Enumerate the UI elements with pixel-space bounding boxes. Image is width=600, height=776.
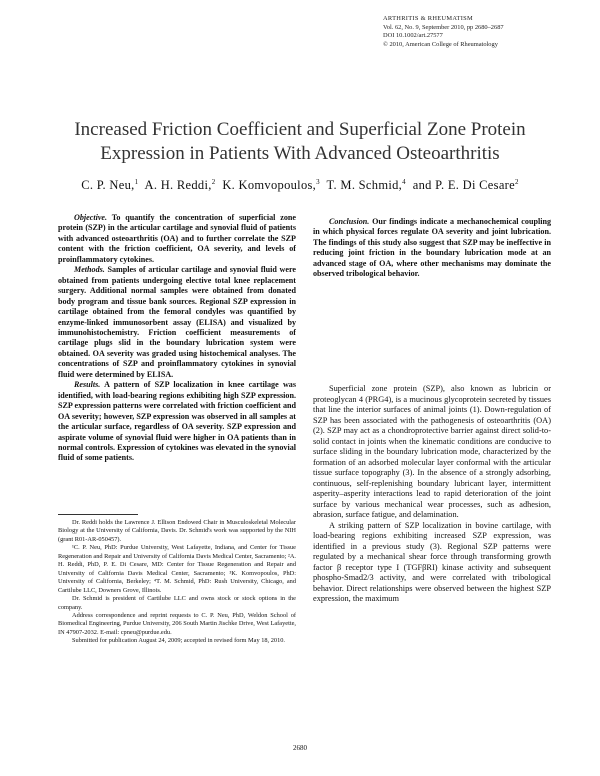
author: A. H. Reddi,$^2$ [144, 178, 216, 193]
title-line-1: Increased Friction Coefficient and Superficial Zone Protein [74, 119, 526, 140]
journal-doi: DOI 10.1002/art.27577 [383, 32, 443, 40]
abstract-objective: Objective. To quantify the concentration of superficial zone protein (SZP) in the articular cartilage and synovial fluid of patients with advanced osteoarthritis (OA) and to further correlate the SZP content with the friction coefficient, OA severity, and levels of proinflammatory cytokines. [58, 213, 296, 264]
author: C. P. Neu,$^1$ [81, 178, 139, 193]
abstract-results: Results. A pattern of SZP localization in knee cartilage was identified, with load-bearing regions exhibiting high SZP expression. SZP expression patterns were correlated with friction coefficient and OA severity; however, SZP expression was observed in all samples at the articular surface, regardless of OA severity. SZP expression and aspirate volume of synovial fluid were higher in OA patients than in normal controls. Expression of cytokines was elevated in the synovial fluid of some patients. [58, 380, 296, 463]
author: and P. E. Di Cesare$^2$ [412, 178, 519, 193]
body-paragraph: A striking pattern of SZP localization in bovine cartilage, with load-bearing regions exhibiting increased SZP expression, was identified in a previous study (3). Regional SZP patterns were regulated by a mechanical shear force through transforming growth factor β receptor type I (TGFβRI) kinase activity and subsequent phospho-Smad2/3 activity, and were correlated with tribological behavior. Direct relationships were observed between the highest SZP expression, the maximum [313, 520, 551, 603]
footnotes [58, 519, 296, 646]
title-line-2: Expression in Patients With Advanced Osteoarthritis [100, 143, 500, 164]
journal-volume: Vol. 62, No. 9, September 2010, pp 2680–2687 [383, 23, 504, 31]
footnote-correspondence: Address correspondence and reprint requests to C. P. Neu, PhD, Weldon School of Biomedical Engineering, Purdue University, 206 South Martin Jischke Drive, West Lafayette, IN 47907-2032. E-mail: cpneu@purdue.edu. [58, 611, 296, 636]
footnote-affiliations: ¹C. P. Neu, PhD: Purdue University, West Lafayette, Indiana, and Center for Tissue Regeneration and Repair and University of California Davis Medical Center, Sacramento; ²A. H. Reddi, PhD, P. E. Di Cesare, MD: Center for Tissue Regeneration and Repair and University of California Davis Medical Center, Sacramento; ³K. Komvopoulos, PhD: University of California, Berkeley; ⁴T. M. Schmid, PhD: Rush University, Chicago, and Cartilube LLC, Downers Grove, Illinois. [58, 544, 296, 594]
author-list [40, 178, 560, 193]
page-number: 2680 [293, 744, 307, 752]
abstract-methods: Methods. Samples of articular cartilage and synovial fluid were obtained from patients undergoing elective total knee replacement surgery. Additional normal samples were obtained from donated body program and tissue bank sources. Regional SZP expression in cartilage obtained from the femoral condyles was quantified by enzyme-linked immunosorbent assay (ELISA) and visualized by immunohistochemistry. Friction coefficient measurements of cartilage plugs slid in the boundary lubrication system were obtained. OA severity was graded using histochemical analyses. The concentrations of SZP and proinflammatory cytokines in synovial fluid were determined by ELISA. [58, 265, 296, 379]
journal-header [383, 15, 583, 49]
body-text [313, 384, 551, 605]
abstract-column-left [58, 213, 296, 464]
author: K. Komvopoulos,$^3$ [222, 178, 320, 193]
body-paragraph: Superficial zone protein (SZP), also known as lubricin or proteoglycan 4 (PRG4), is a mucinous glycoprotein secreted by tissues that line the interior surfaces of animal joints (1). Down-regulation of SZP has been associated with the pathogenesis of osteoarthritis (OA) (2). SZP may act as a chondroprotective barrier against direct solid-to-solid contact in joints when the kinematic conditions are conducive to surface sliding in the boundary lubrication mode, characterized by the formation of an adsorbed molecular layer conformal with the articular tissue surface topography (3). In the absence of a strongly adsorbing, continuous, self-replenishing boundary lubricant layer, intermittent asperity–asperity interactions lead to rapid deterioration of the joint surface by various mechanical wear processes, such as adhesion, abrasion, surface fatigue, and delamination. [313, 384, 551, 519]
abstract-column-right [313, 217, 551, 280]
abstract-conclusion: Conclusion. Our findings indicate a mechanochemical coupling in which physical forces regulate OA severity and joint lubrication. The findings of this study also suggest that SZP may be ineffective in reducing joint friction in the boundary lubrication mode at an advanced stage of OA, where other mechanisms may dominate the observed tribological behavior. [313, 217, 551, 279]
footnote-disclosure: Dr. Schmid is president of Cartilube LLC and owns stock or stock options in the company. [58, 595, 296, 611]
article-title [40, 118, 560, 166]
author: T. M. Schmid,$^4$ [326, 178, 406, 193]
journal-name: ARTHRITIS & RHEUMATISM [383, 15, 474, 22]
footnote-submission: Submitted for publication August 24, 2009; accepted in revised form May 18, 2010. [72, 637, 286, 645]
footnote-funding: Dr. Reddi holds the Lawrence J. Ellison Endowed Chair in Musculoskeletal Molecular Biology at the University of California, Davis. Dr. Schmid's work was supported by the NIH (grant R01-AR-050457). [58, 519, 296, 543]
footnote-divider [58, 514, 138, 515]
journal-copyright: © 2010, American College of Rheumatology [383, 40, 498, 48]
